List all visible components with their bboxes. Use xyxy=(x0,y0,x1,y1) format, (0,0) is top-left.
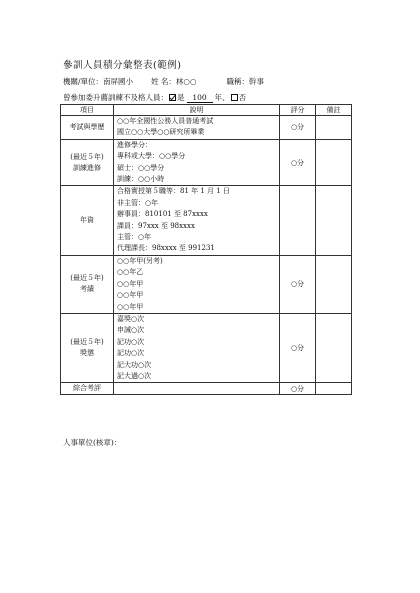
row-seniority xyxy=(61,186,352,255)
no-checkbox[interactable] xyxy=(231,94,238,101)
row-exam-education xyxy=(61,116,352,140)
note-cell xyxy=(316,116,352,140)
header-score: 評分 xyxy=(280,105,316,116)
status-prefix: 曾參加委升薦訓練不及格人員： xyxy=(63,93,168,102)
note-cell xyxy=(316,186,352,255)
title-label: 職稱：幹事 xyxy=(226,77,265,86)
score-table xyxy=(60,104,352,395)
info-line xyxy=(63,76,264,87)
yes-checkbox[interactable] xyxy=(169,94,176,101)
year-unit: 年、 xyxy=(214,93,230,102)
note-cell xyxy=(316,313,352,382)
yes-label: 是 xyxy=(177,93,185,102)
hr-seal-line: 人事單位(核章)： xyxy=(63,438,122,447)
score-cell: ○分 xyxy=(280,255,316,313)
summary-description xyxy=(114,383,280,395)
score-cell xyxy=(280,186,316,255)
years-value: 100 xyxy=(187,93,213,103)
description-cell: 進修學分： 專科或大學：○○學分 碩士：○○學分 訓練：○○小時 xyxy=(114,139,280,186)
score-cell: ○分 xyxy=(280,116,316,140)
row-summary xyxy=(61,383,352,395)
failed-training-line xyxy=(63,92,246,103)
name-label: 姓 名：林○○ xyxy=(151,77,197,86)
row-rewards-punishments xyxy=(61,313,352,382)
description-cell: 嘉獎○次 申誡○次 記功○次 記功○次 記大功○次 記大過○次 xyxy=(114,313,280,382)
description-cell: ○○年全國性公務人員普通考試 國立○○大學○○研究所畢業 xyxy=(114,116,280,140)
category-cell: (最近５年) 考績 xyxy=(61,255,114,313)
header-item: 項目 xyxy=(61,105,114,116)
org-label: 機關/單位：南屏國小 xyxy=(63,77,134,86)
category-cell: 考試與學歷 xyxy=(61,116,114,140)
description-cell: 合格實授第５職等：81 年 1 月 1 日 非主管：○年 辦事員：810101 至 87xxxx 課員：97xxx 至 98xxxx 主管：○年 代理課長：98xxxx 至 991231 xyxy=(114,186,280,255)
document-title: 參訓人員積分彙整表(範例) xyxy=(63,60,182,71)
category-cell: (最近５年) 獎懲 xyxy=(61,313,114,382)
score-cell: ○分 xyxy=(280,139,316,186)
note-cell xyxy=(316,255,352,313)
score-cell: ○分 xyxy=(280,313,316,382)
category-cell: (最近５年) 訓練進修 xyxy=(61,139,114,186)
header-note: 備註 xyxy=(316,105,352,116)
row-training xyxy=(61,139,352,186)
header-row xyxy=(61,105,352,116)
no-label: 否 xyxy=(238,93,246,102)
summary-score: ○分 xyxy=(280,383,316,395)
row-performance xyxy=(61,255,352,313)
description-cell: ○○年甲(另考) ○○年乙 ○○年甲 ○○年甲 ○○年甲 xyxy=(114,255,280,313)
summary-note xyxy=(316,383,352,395)
header-description: 說明 xyxy=(114,105,280,116)
summary-label: 綜合考評 xyxy=(61,383,114,395)
note-cell xyxy=(316,139,352,186)
category-cell: 年資 xyxy=(61,186,114,255)
